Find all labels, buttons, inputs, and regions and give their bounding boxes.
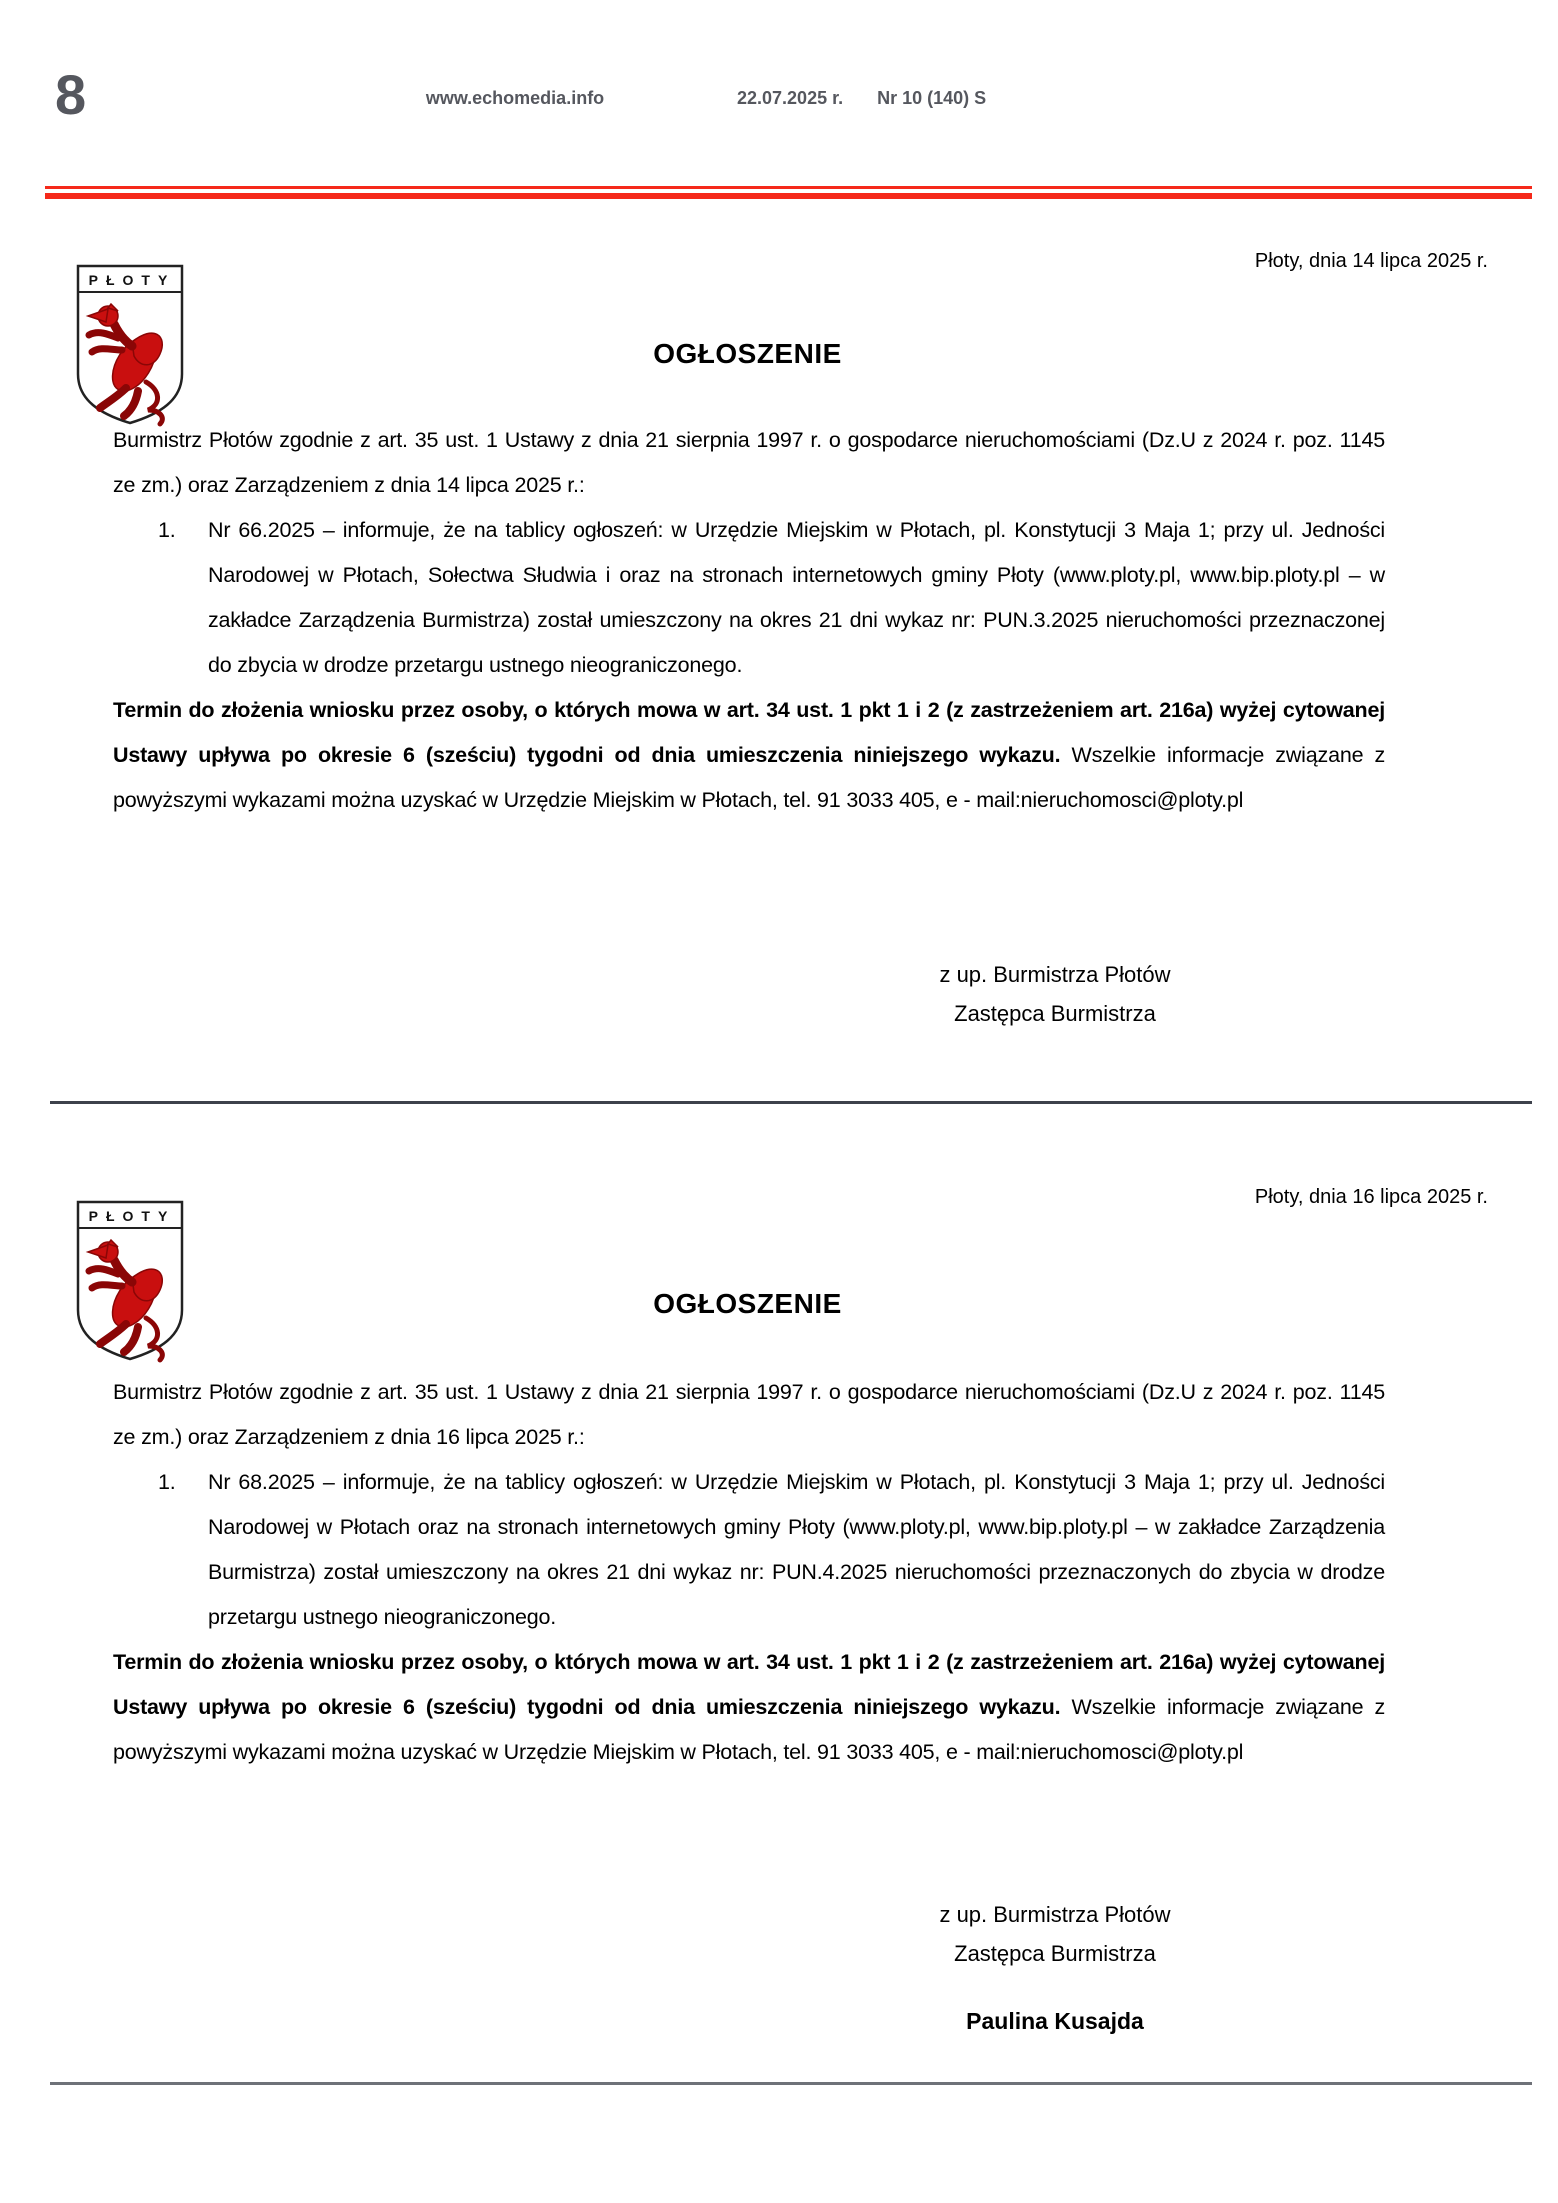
ploty-coat-of-arms-icon bbox=[74, 1198, 186, 1363]
header-issue: Nr 10 (140) S bbox=[877, 88, 987, 108]
announcement-2-signature bbox=[795, 1895, 1315, 1973]
announcement-2-list-item bbox=[113, 1460, 1385, 1640]
announcement-1-list-item bbox=[113, 508, 1385, 688]
announcement-2-title: OGŁOSZENIE bbox=[653, 1288, 842, 1319]
svg-text:PŁOTY: PŁOTY bbox=[88, 1208, 176, 1224]
signature-name: Paulina Kusajda bbox=[966, 2008, 1144, 2034]
signature-line-2: Zastępca Burmistrza bbox=[954, 1941, 1156, 1966]
announcement-1-title: OGŁOSZENIE bbox=[653, 338, 842, 369]
signature-line-2: Zastępca Burmistrza bbox=[954, 1001, 1156, 1026]
term-bold-text: Termin do złożenia wniosku przez osoby, o których mowa w art. 34 ust. 1 pkt 1 i 2 (z zastrzeżeniem art. 216a) wyżej cytowanej Ustawy upływa po okresie 6 (sześciu) tygodni od dnia umieszczenia niniejszego wykazu. bbox=[113, 1650, 1385, 1719]
announcement-1-term bbox=[113, 688, 1385, 823]
section-divider bbox=[50, 1101, 1532, 1104]
dateline-announcement-2: Płoty, dnia 16 lipca 2025 r. bbox=[1254, 1186, 1488, 1208]
dateline-announcement-1: Płoty, dnia 14 lipca 2025 r. bbox=[1254, 250, 1488, 272]
signature-line-1: z up. Burmistrza Płotów bbox=[939, 962, 1171, 987]
header-rule-thick bbox=[45, 193, 1532, 199]
header-date-issue bbox=[737, 88, 986, 109]
list-text: Nr 66.2025 – informuje, że na tablicy ogłoszeń: w Urzędzie Miejskim w Płotach, pl. Konstytucji 3 Maja 1; przy ul. Jedności Narodowej w Płotach, Sołectwa Słudwia i oraz na stronach internetowych gminy Płoty (www.ploty.pl, www.bip.ploty.pl – w zakładce Zarządzenia Burmistrza) został umieszczony na okres 21 dni wykaz nr: PUN.3.2025 nieruchomości przeznaczonej do zbycia w drodze przetargu ustnego nieograniczonego. bbox=[208, 518, 1385, 677]
list-number: 1. bbox=[158, 518, 176, 542]
bottom-divider bbox=[50, 2082, 1532, 2085]
term-rest-text: Wszelkie informacje związane z powyższymi wykazami można uzyskać w Urzędzie Miejskim w Płotach, tel. 91 3033 405, e - mail:nieruchomosci@ploty.pl bbox=[113, 743, 1385, 812]
signature-line-1: z up. Burmistrza Płotów bbox=[939, 1902, 1171, 1927]
list-text: Nr 68.2025 – informuje, że na tablicy ogłoszeń: w Urzędzie Miejskim w Płotach, pl. Konstytucji 3 Maja 1; przy ul. Jedności Narodowej w Płotach oraz na stronach internetowych gminy Płoty (www.ploty.pl, www.bip.ploty.pl – w zakładce Zarządzenia Burmistrza) został umieszczony na okres 21 dni wykaz nr: PUN.4.2025 nieruchomości przeznaczonych do zbycia w drodze przetargu ustnego nieograniczonego. bbox=[208, 1470, 1385, 1629]
header-date: 22.07.2025 r. bbox=[737, 88, 844, 108]
page-number: 8 bbox=[55, 63, 86, 126]
announcement-1-intro: Burmistrz Płotów zgodnie z art. 35 ust. 1 Ustawy z dnia 21 sierpnia 1997 r. o gospodarce nieruchomościami (Dz.U z 2024 r. poz. 1145 ze zm.) oraz Zarządzeniem z dnia 14 lipca 2025 r.: bbox=[113, 428, 1385, 497]
site-url: www.echomedia.info bbox=[425, 88, 605, 108]
announcement-1-body bbox=[113, 418, 1385, 823]
term-bold-text: Termin do złożenia wniosku przez osoby, o których mowa w art. 34 ust. 1 pkt 1 i 2 (z zastrzeżeniem art. 216a) wyżej cytowanej Ustawy upływa po okresie 6 (sześciu) tygodni od dnia umieszczenia niniejszego wykazu. bbox=[113, 698, 1385, 767]
list-number: 1. bbox=[158, 1470, 176, 1494]
announcement-2-intro: Burmistrz Płotów zgodnie z art. 35 ust. 1 Ustawy z dnia 21 sierpnia 1997 r. o gospodarce nieruchomościami (Dz.U z 2024 r. poz. 1145 ze zm.) oraz Zarządzeniem z dnia 16 lipca 2025 r.: bbox=[113, 1380, 1385, 1449]
header-rule-thin bbox=[45, 186, 1532, 189]
announcement-2-body bbox=[113, 1370, 1385, 1775]
announcement-1-signature bbox=[795, 955, 1315, 1033]
svg-text:PŁOTY: PŁOTY bbox=[88, 272, 176, 288]
term-rest-text: Wszelkie informacje związane z powyższymi wykazami można uzyskać w Urzędzie Miejskim w Płotach, tel. 91 3033 405, e - mail:nieruchomosci@ploty.pl bbox=[113, 1695, 1385, 1764]
announcement-2-term bbox=[113, 1640, 1385, 1775]
